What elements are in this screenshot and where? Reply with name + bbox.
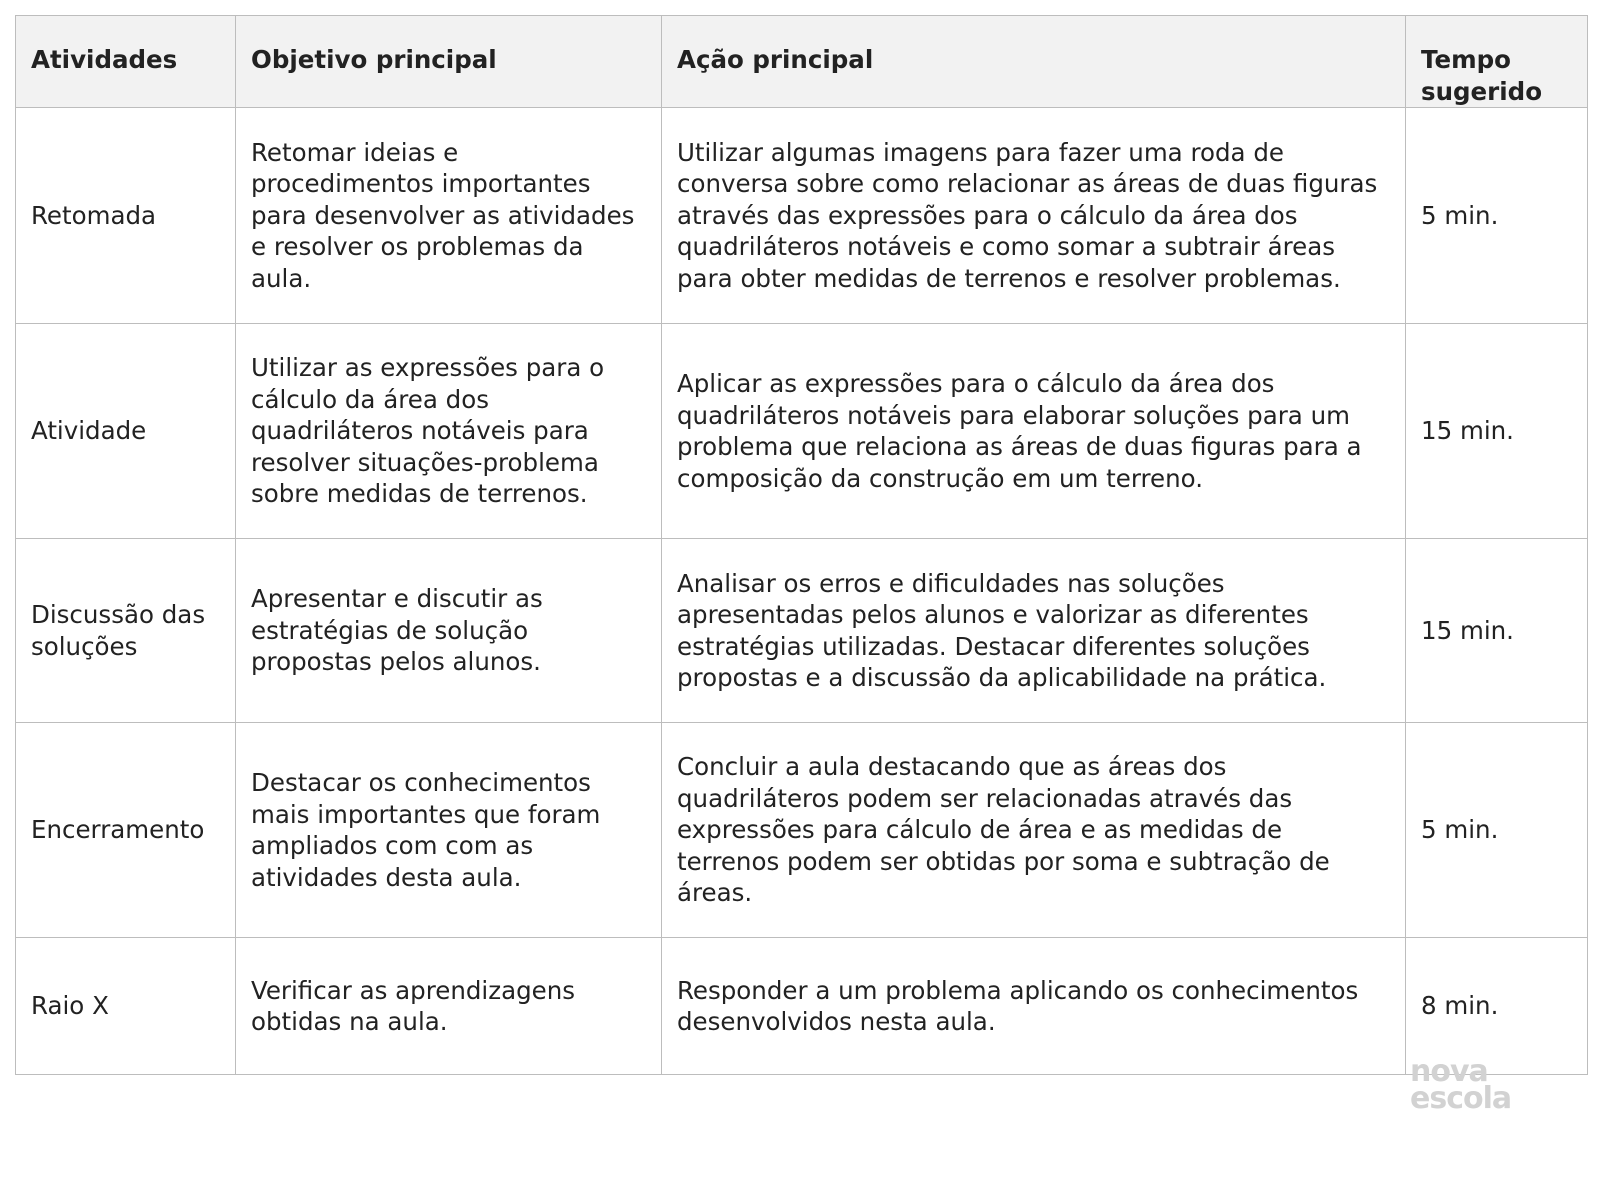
table-row (16, 539, 1588, 723)
header-acao-principal: Ação principal (662, 16, 1406, 108)
cell-objetivo: Destacar os conhecimentos mais importantes que foram ampliados com com as atividades desta aula. (236, 723, 662, 938)
cell-objetivo: Utilizar as expressões para o cálculo da área dos quadriláteros notáveis para resolver situações-problema sobre medidas de terrenos. (236, 324, 662, 539)
cell-acao: Aplicar as expressões para o cálculo da área dos quadriláteros notáveis para elaborar soluções para um problema que relaciona as áreas de duas figuras para a composição da construção em um terreno. (662, 324, 1406, 539)
cell-tempo: 15 min. (1406, 324, 1588, 539)
cell-acao: Analisar os erros e dificuldades nas soluções apresentadas pelos alunos e valorizar as diferentes estratégias utilizadas. Destacar diferentes soluções propostas e a discussão da aplicabilidade na prática. (662, 539, 1406, 723)
cell-acao: Utilizar algumas imagens para fazer uma roda de conversa sobre como relacionar as áreas de duas figuras através das expressões para o cálculo da área dos quadriláteros notáveis e como somar a subtrair áreas para obter medidas de terrenos e resolver problemas. (662, 108, 1406, 324)
table-row (16, 723, 1588, 938)
nova-escola-logo (1410, 1054, 1530, 1116)
cell-objetivo: Verificar as aprendizagens obtidas na aula. (236, 938, 662, 1075)
cell-atividade: Atividade (16, 324, 236, 539)
cell-acao: Concluir a aula destacando que as áreas dos quadriláteros podem ser relacionadas através das expressões para cálculo de área e as medidas de terrenos podem ser obtidas por soma e subtração de áreas. (662, 723, 1406, 938)
cell-tempo: 8 min. (1406, 938, 1588, 1075)
cell-objetivo: Apresentar e discutir as estratégias de solução propostas pelos alunos. (236, 539, 662, 723)
table-row (16, 108, 1588, 324)
table-body (16, 108, 1588, 1075)
cell-tempo: 5 min. (1406, 723, 1588, 938)
cell-atividade: Raio X (16, 938, 236, 1075)
table-header (16, 16, 1588, 108)
cell-acao: Responder a um problema aplicando os conhecimentos desenvolvidos nesta aula. (662, 938, 1406, 1075)
logo-line-escola: escola (1410, 1081, 1512, 1116)
header-row (16, 16, 1588, 108)
cell-atividade: Discussão das soluções (16, 539, 236, 723)
header-atividades: Atividades (16, 16, 236, 108)
table-row (16, 324, 1588, 539)
lesson-plan-table (15, 15, 1588, 1075)
logo-line-nova: nova (1410, 1054, 1488, 1089)
table-row (16, 938, 1588, 1075)
cell-tempo: 15 min. (1406, 539, 1588, 723)
cell-objetivo: Retomar ideias e procedimentos importantes para desenvolver as atividades e resolver os problemas da aula. (236, 108, 662, 324)
cell-tempo: 5 min. (1406, 108, 1588, 324)
header-objetivo-principal: Objetivo principal (236, 16, 662, 108)
header-tempo-sugerido: Tempo sugerido (1406, 16, 1588, 108)
cell-atividade: Retomada (16, 108, 236, 324)
cell-atividade: Encerramento (16, 723, 236, 938)
